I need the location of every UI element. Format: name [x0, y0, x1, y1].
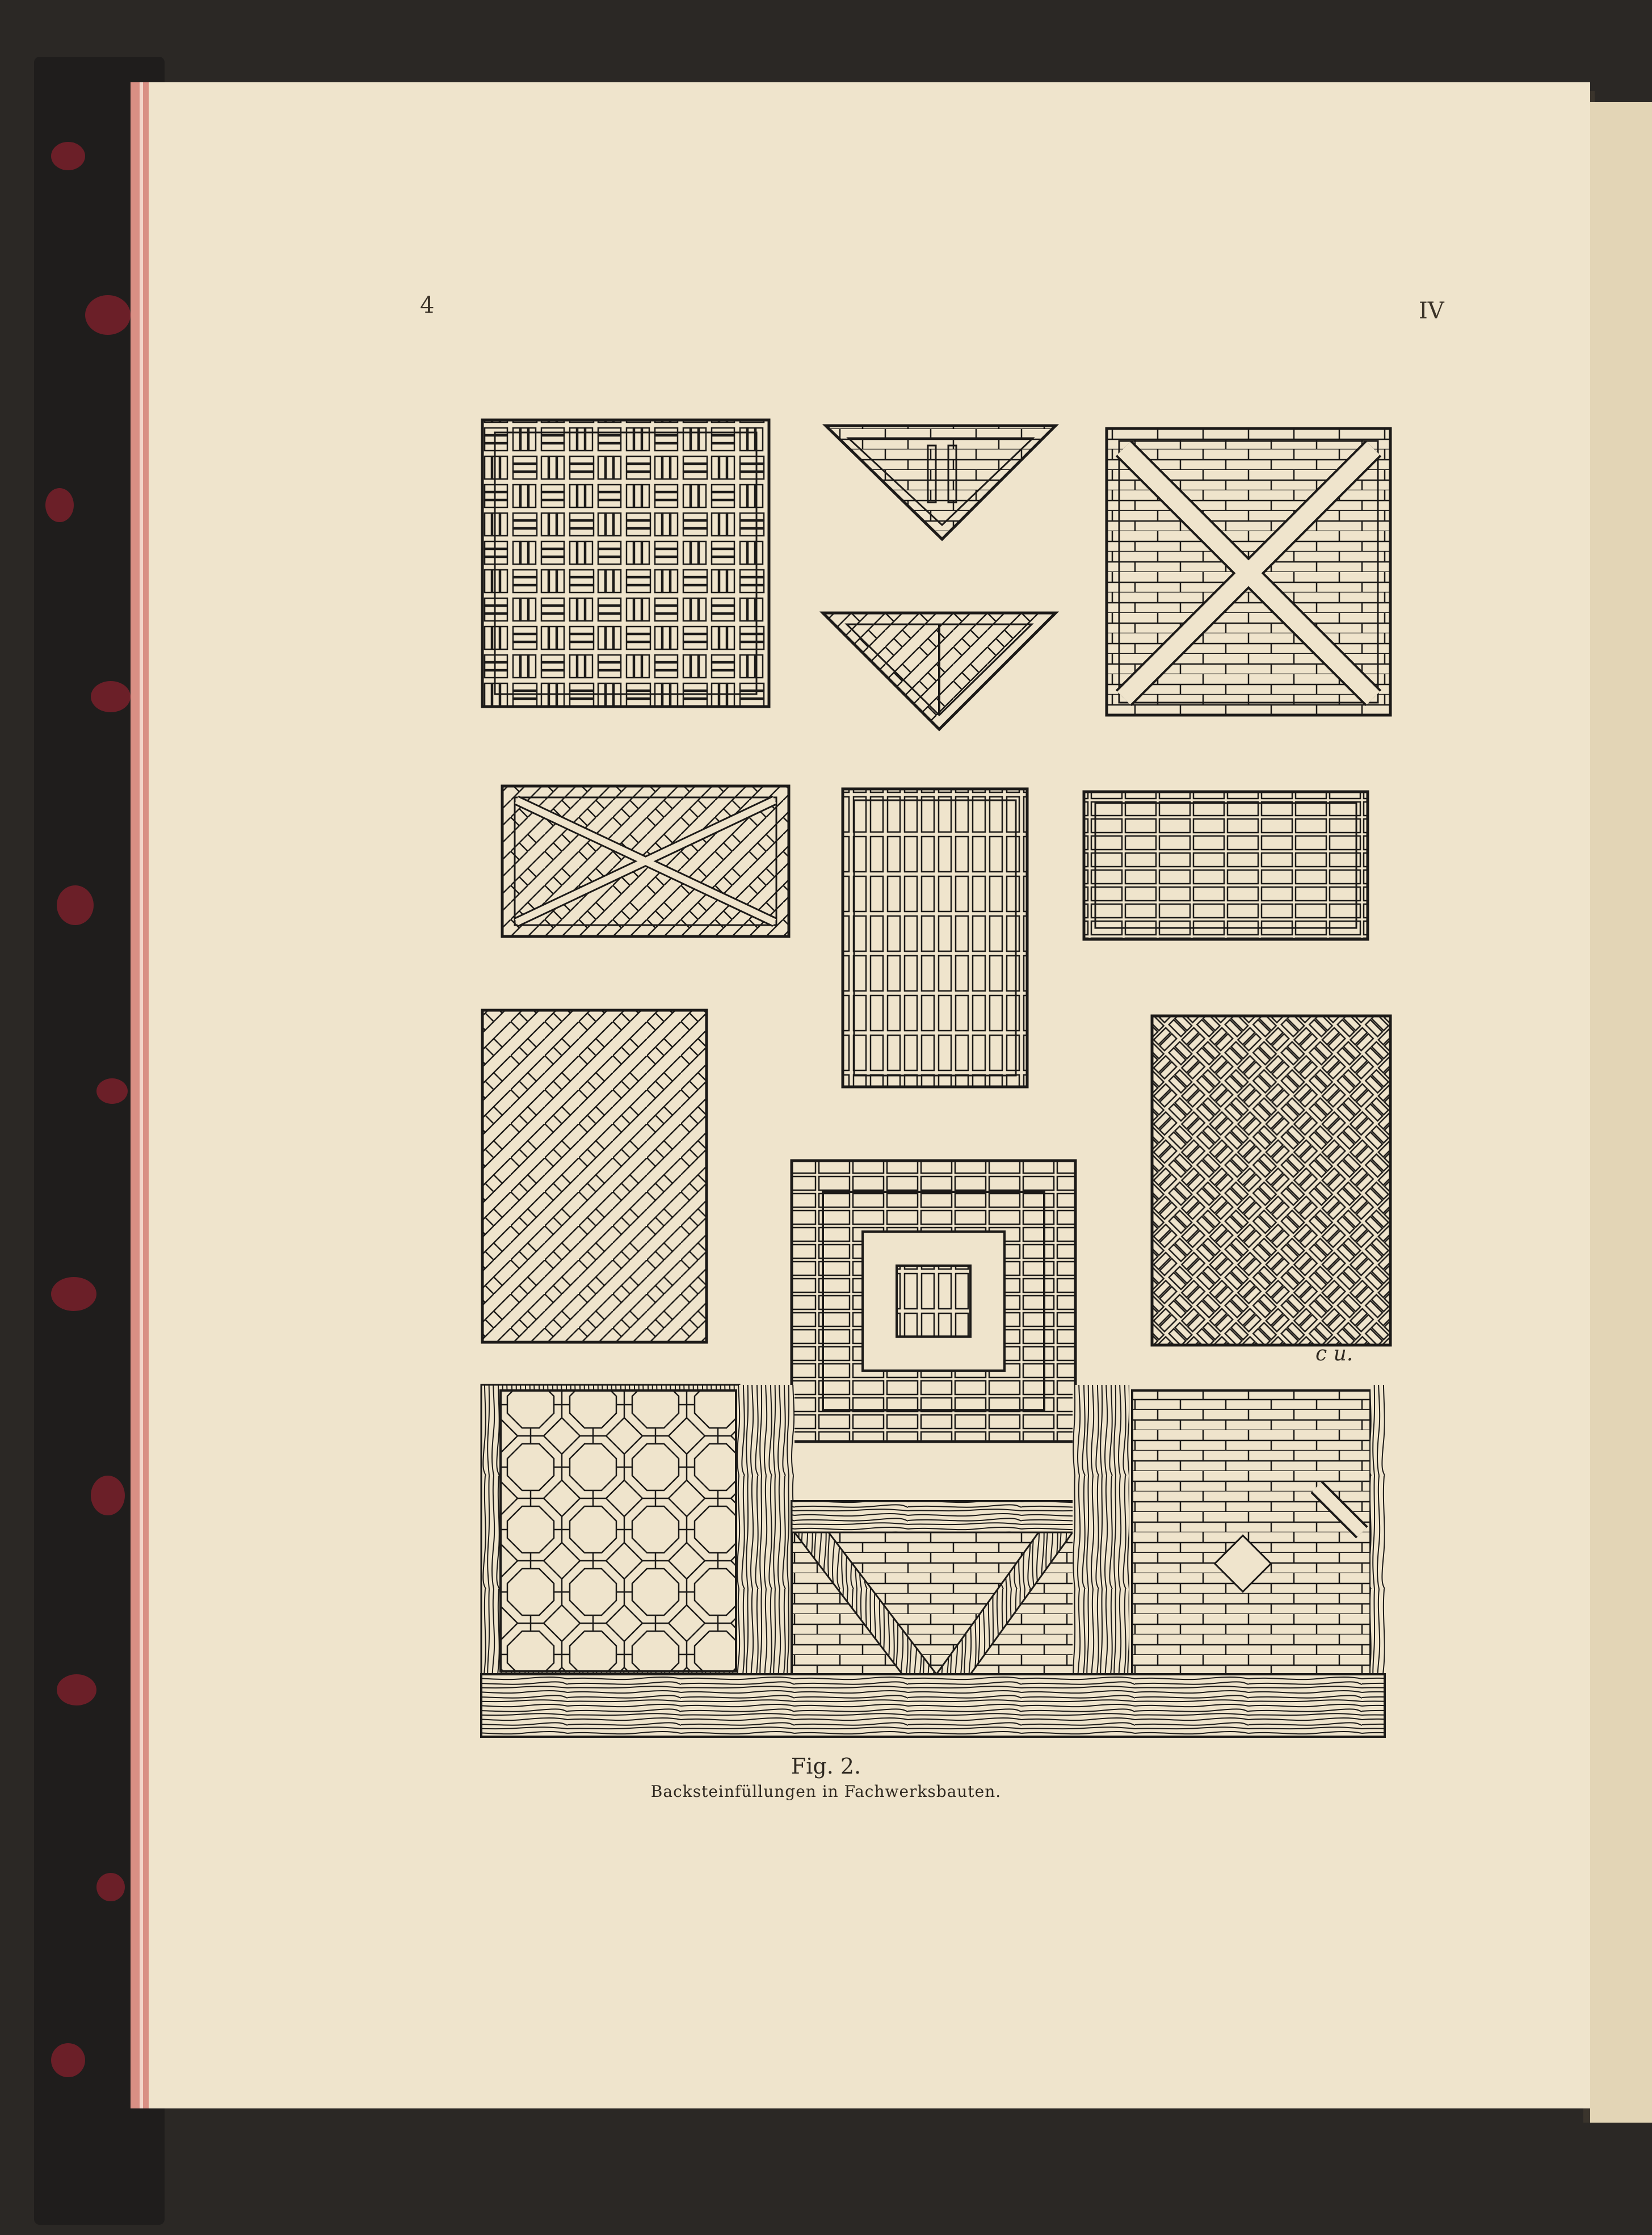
panel-vertical-grid — [843, 789, 1027, 1087]
panel-diagonal-weave — [1152, 1016, 1390, 1345]
panel-basketweave — [482, 420, 769, 707]
panel-diagonal-star — [502, 786, 789, 936]
panel-x-brace — [1107, 428, 1390, 715]
panel-horizontal-grid — [1084, 792, 1368, 939]
panel-herringbone — [482, 1010, 707, 1342]
panel-triangle-bottom — [823, 613, 1056, 729]
page-number-left: 4 — [420, 292, 435, 318]
figure-label: Fig. 2. — [791, 1754, 861, 1779]
engraver-signature: c u. — [1315, 1342, 1353, 1366]
page-number-right: IV — [1419, 298, 1444, 324]
panel-triangle-top — [826, 426, 1056, 539]
panel-concentric — [792, 1161, 1075, 1442]
figure-caption: Backsteinfüllungen in Fachwerksbauten. — [650, 1782, 1002, 1801]
